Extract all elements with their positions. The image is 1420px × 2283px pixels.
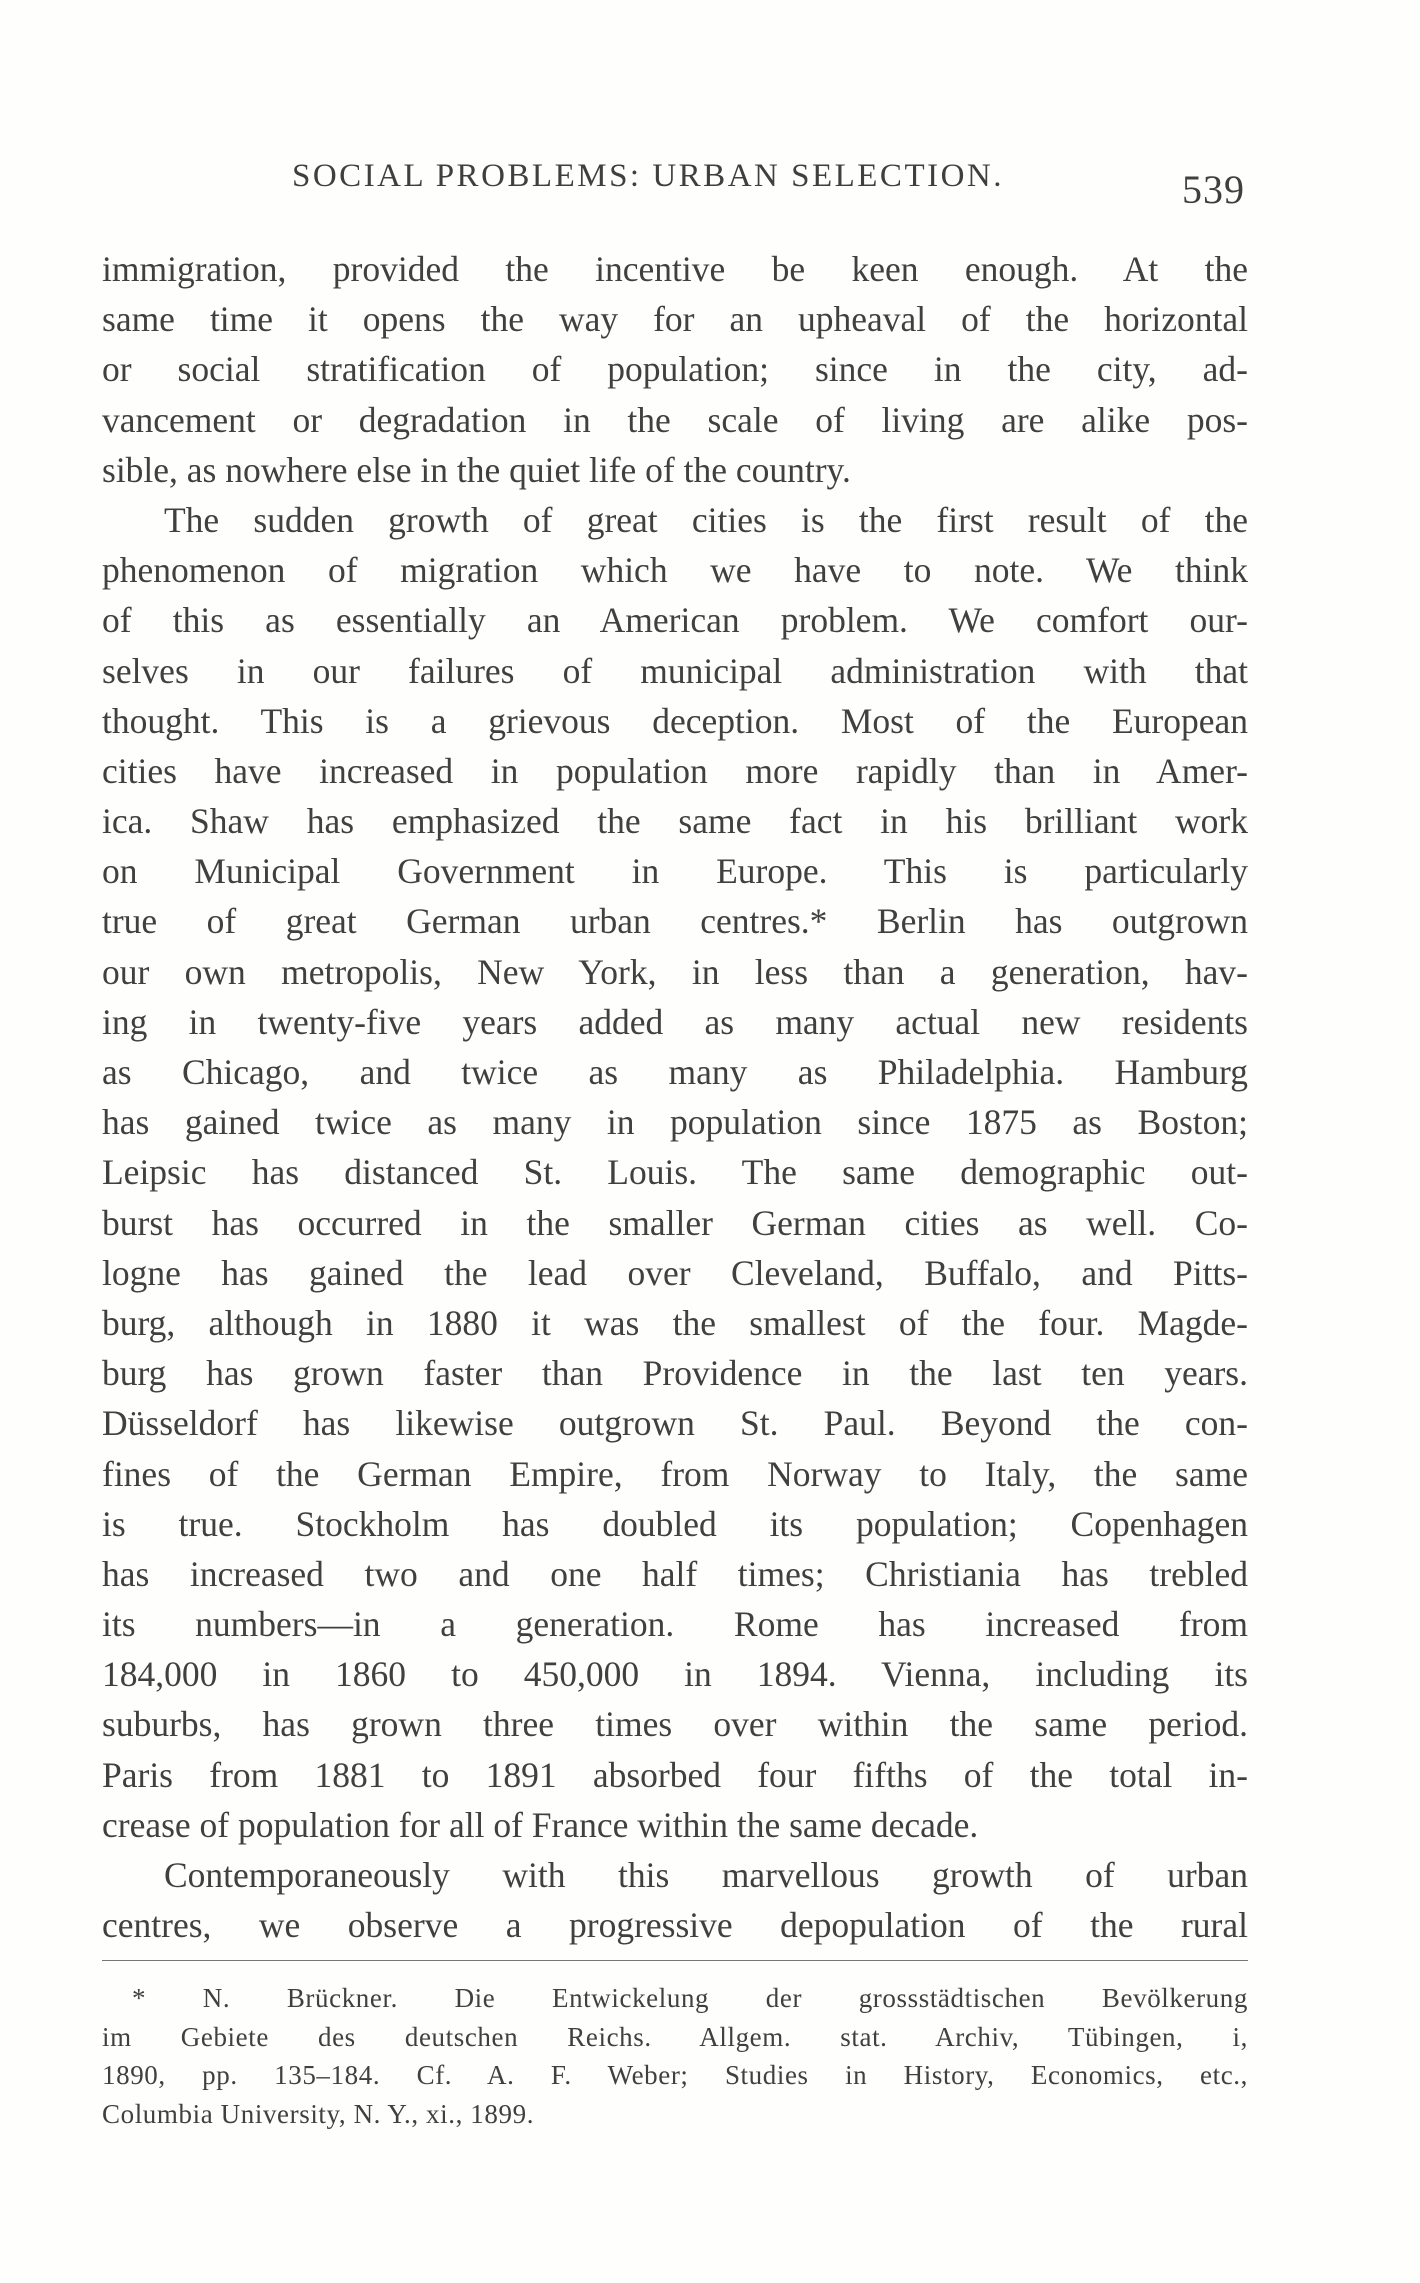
text-line: sible, as nowhere else in the quiet life of the country. [102,449,851,490]
running-head [0,158,1420,212]
text-line: of this as essentially an American problem. We comfort our- [102,600,1248,641]
text-line: Leipsic has distanced St. Louis. The same demographic out- [102,1152,1248,1193]
text-line: is true. Stockholm has doubled its population; Copenhagen [102,1503,1248,1544]
body-text [102,244,1248,1950]
text-line: Düsseldorf has likewise outgrown St. Paul. Beyond the con- [102,1403,1248,1444]
footnote-line: * N. Brückner. Die Entwickelung der grossstädtischen Bevölkerung [132,1983,1248,2013]
text-line: our own metropolis, New York, in less than a generation, hav- [102,951,1248,992]
text-line: burst has occurred in the smaller German cities as well. Co- [102,1202,1248,1243]
text-line: Contemporaneously with this marvellous growth of urban [164,1855,1248,1895]
text-line: as Chicago, and twice as many as Philadelphia. Hamburg [102,1052,1248,1092]
text-line: immigration, provided the incentive be keen enough. At the [102,249,1248,289]
text-line: cities have increased in population more rapidly than in Amer- [102,750,1248,791]
text-line: thought. This is a grievous deception. Most of the European [102,700,1248,741]
text-line: phenomenon of migration which we have to note. We think [102,550,1248,591]
text-line: The sudden growth of great cities is the first result of the [164,499,1248,540]
text-line: has gained twice as many in population since 1875 as Boston; [102,1102,1248,1143]
footnote-line: Columbia University, N. Y., xi., 1899. [102,2098,535,2129]
text-line: has increased two and one half times; Christiania has trebled [102,1553,1248,1594]
running-title: SOCIAL PROBLEMS: URBAN SELECTION. [292,158,1004,194]
text-line: same time it opens the way for an upheaval of the horizontal [102,299,1248,340]
text-line: 184,000 in 1860 to 450,000 in 1894. Vienna, including its [102,1654,1248,1695]
text-line: Paris from 1881 to 1891 absorbed four fifths of the total in- [102,1754,1248,1795]
text-line: true of great German urban centres.* Berlin has outgrown [102,901,1248,942]
text-line: or social stratification of population; since in the city, ad- [102,349,1248,390]
text-line: centres, we observe a progressive depopulation of the rural [102,1905,1248,1946]
page-number: 539 [1182,167,1245,212]
text-line: suburbs, has grown three times over within the same period. [102,1704,1248,1745]
footnote-divider [102,1960,1248,1961]
text-line: vancement or degradation in the scale of living are alike pos- [102,399,1248,440]
footnote [102,1979,1248,2133]
text-line: selves in our failures of municipal administration with that [102,650,1248,691]
footnote-line: im Gebiete des deutschen Reichs. Allgem. stat. Archiv, Tübingen, i, [102,2021,1248,2052]
footnote-line: 1890, pp. 135–184. Cf. A. F. Weber; Studies in History, Economics, etc., [102,2060,1248,2090]
text-line: its numbers—in a generation. Rome has increased from [102,1604,1248,1645]
text-line: ing in twenty-five years added as many actual new residents [102,1001,1248,1042]
text-line: crease of population for all of France within the same decade. [102,1804,979,1845]
text-line: burg, although in 1880 it was the smallest of the four. Magde- [102,1302,1248,1343]
text-line: fines of the German Empire, from Norway to Italy, the same [102,1453,1248,1494]
text-line: burg has grown faster than Providence in the last ten years. [102,1353,1248,1394]
text-line: logne has gained the lead over Cleveland, Buffalo, and Pitts- [102,1252,1248,1293]
text-line: on Municipal Government in Europe. This is particularly [102,851,1248,892]
text-line: ica. Shaw has emphasized the same fact in his brilliant work [102,801,1248,842]
